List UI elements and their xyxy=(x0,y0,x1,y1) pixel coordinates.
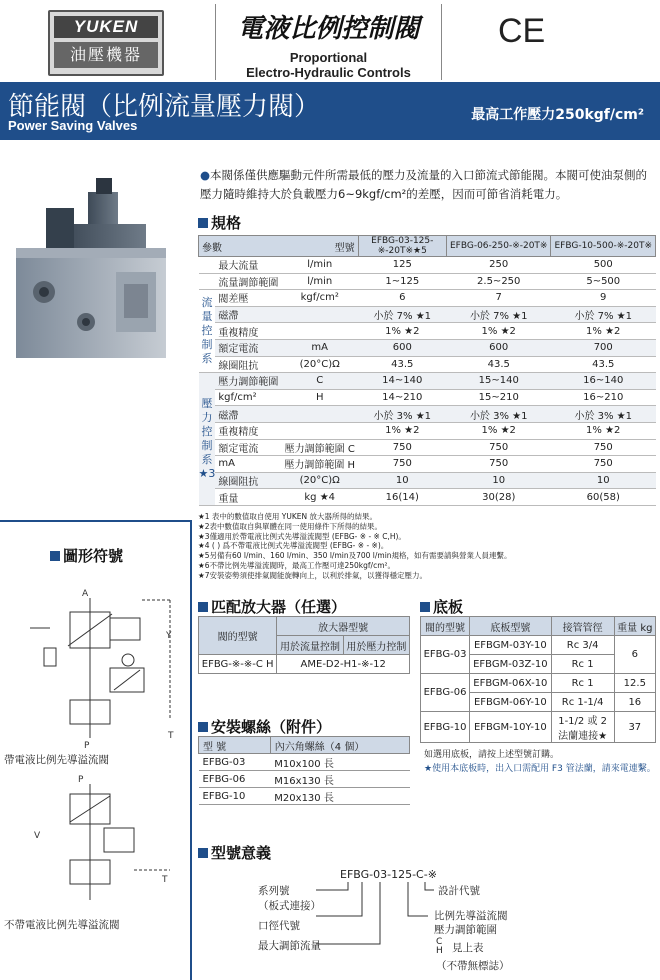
spec-row xyxy=(199,472,656,489)
model-label: 型號 xyxy=(334,242,355,254)
group-flow-label: 流量控制系 xyxy=(199,290,216,373)
spec-row xyxy=(199,373,656,390)
model-03: EFBG-03-125-※-20T※★5 xyxy=(358,236,446,257)
bp-port: 1-1/2 或 2 法蘭連接★ xyxy=(551,712,614,743)
decode-relief: 比例先導溢流閥 xyxy=(434,910,508,922)
baseplate-title-text: 底板 xyxy=(433,598,464,616)
row-label: 線圈阻抗 xyxy=(215,356,281,373)
catalog-title xyxy=(215,4,442,80)
amp-section-title xyxy=(198,596,346,617)
spec-row xyxy=(199,489,656,506)
note-line: ★2表中數值取自與單體在同一使用條件下所得的結果。 xyxy=(198,521,382,531)
model-code: EFBG-03-125-C-※ xyxy=(340,868,437,881)
cell: 500 xyxy=(551,257,656,274)
group-mark: ★3 xyxy=(198,467,216,481)
group-pressure-label xyxy=(199,373,216,506)
bolt-size: M10x100 長 xyxy=(270,754,409,771)
cell: 小於 7% ★1 xyxy=(446,306,551,323)
cell: 1% ★2 xyxy=(446,422,551,439)
amp-title-text: 匹配放大器（任選） xyxy=(211,598,347,616)
cell: 600 xyxy=(446,339,551,356)
cell: 小於 3% ★1 xyxy=(551,406,656,423)
note-line: ★3僅適用於帶電液比例式先導溢流閥型 (EFBG- ※ - ※ C,H)。 xyxy=(198,531,406,541)
decode-title-text: 型號意義 xyxy=(211,844,272,862)
amp-model: AME-D2-H1-※-12 xyxy=(277,655,410,674)
bolt-head-bolt: 內六角螺絲（4 個） xyxy=(270,737,409,754)
bp-base: EFBGM-06Y-10 xyxy=(470,693,552,712)
row-unit: 壓力調節範圍 H xyxy=(281,456,358,473)
baseplate-row xyxy=(421,636,656,655)
note-line: ★4 ( ) 爲不帶電液比例式先導溢流閥型 (EFBG- ※ - ※)。 xyxy=(198,541,389,551)
row-unit: l/min xyxy=(281,257,358,274)
cell: 43.5 xyxy=(446,356,551,373)
cell: 700 xyxy=(551,339,656,356)
param-label: 參數 xyxy=(202,242,222,254)
row-label: 重量 xyxy=(215,489,281,506)
baseplate-row xyxy=(421,712,656,743)
bolt-row xyxy=(199,754,410,771)
row-label: kgf/cm² xyxy=(215,389,281,406)
logo-brand: YUKEN xyxy=(54,16,158,38)
group-pressure-text: 壓力控制系 xyxy=(201,397,213,467)
cell: 2.5~250 xyxy=(446,273,551,290)
row-unit: kgf/cm² xyxy=(281,290,358,307)
decode-bore: 口徑代號 xyxy=(258,920,300,932)
decode-ch: C H xyxy=(436,937,443,956)
row-unit: 壓力調節範圍 C xyxy=(281,439,358,456)
spec-row xyxy=(199,422,656,439)
cell: 小於 3% ★1 xyxy=(446,406,551,423)
bolt-title-text: 安裝螺絲（附件） xyxy=(211,718,332,736)
bp-weight: 16 xyxy=(614,693,655,712)
amp-head-valve: 閥的型號 xyxy=(199,617,277,655)
bolt-model: EFBG-10 xyxy=(199,788,271,805)
row-label: 壓力調節範圍 xyxy=(215,373,281,390)
row-unit: (20°C)Ω xyxy=(281,356,358,373)
cell: 10 xyxy=(446,472,551,489)
spec-row xyxy=(199,323,656,340)
cell: 1~125 xyxy=(358,273,446,290)
valve-photo xyxy=(6,172,186,362)
amp-head-amp: 放大器型號 xyxy=(277,617,410,636)
port-label-p: P xyxy=(78,775,84,785)
model-06: EFBG-06-250-※-20T※ xyxy=(446,236,551,257)
logo-chinese: 油壓機器 xyxy=(54,42,158,68)
title-chinese: 電液比例控制閥 xyxy=(237,14,420,44)
decode-relief2: 壓力調節範圍 xyxy=(434,924,497,936)
bp-head-valve: 閥的型號 xyxy=(421,617,470,636)
cell: 750 xyxy=(446,456,551,473)
bolt-model: EFBG-06 xyxy=(199,771,271,788)
banner-title-zh: 節能閥（比例流量壓力閥） xyxy=(8,92,321,122)
spec-title-text: 規格 xyxy=(211,214,242,232)
intro-text: 本閥係僅供應驅動元件所需最低的壓力及流量的入口節流式節能閥。本閥可使油泵側的壓力隨時維持大於負載壓力6~9kgf/cm²的差壓，因而可節省消耗電力。 xyxy=(200,168,648,201)
note-line: ★6不帶比例先導溢流閥時，最高工作壓可達250kgf/cm²。 xyxy=(198,560,396,570)
amp-header-row xyxy=(199,617,410,636)
cell: 16(14) xyxy=(358,489,446,506)
symbol-caption-without-relief: 不帶電液比例先導溢流閥 xyxy=(4,919,120,931)
bolt-size: M16x130 長 xyxy=(270,771,409,788)
bolt-model: EFBG-03 xyxy=(199,754,271,771)
cell: 16~210 xyxy=(551,389,656,406)
bolt-row xyxy=(199,771,410,788)
baseplate-section-title xyxy=(420,596,463,617)
bp-head-weight: 重量 kg xyxy=(614,617,655,636)
cell: 1% ★2 xyxy=(551,323,656,340)
cell: 1% ★2 xyxy=(358,323,446,340)
row-unit xyxy=(281,306,358,323)
row-label: mA xyxy=(215,456,281,473)
row-unit xyxy=(281,422,358,439)
bp-note: 如選用底板，請按上述型號訂購。 xyxy=(424,750,560,760)
intro-paragraph xyxy=(200,166,655,204)
banner-title-en: Power Saving Valves xyxy=(8,118,138,133)
decode-section-title xyxy=(198,842,271,863)
bp-port: Rc 1 xyxy=(551,655,614,674)
symbol-caption-with-relief: 帶電液比例先導溢流閥 xyxy=(4,754,109,766)
bp-note: ★使用本底板時，出入口需配用 F3 管法蘭，請來電連繫。 xyxy=(424,764,656,774)
spec-row xyxy=(199,257,656,274)
bp-weight: 12.5 xyxy=(614,674,655,693)
bp-weight: 37 xyxy=(614,712,655,743)
bp-base: EFBGM-03Z-10 xyxy=(470,655,552,674)
cell: 43.5 xyxy=(551,356,656,373)
row-unit: C xyxy=(281,373,358,390)
cell: 1% ★2 xyxy=(358,422,446,439)
amp-head-flow: 用於流量控制 xyxy=(277,636,343,655)
row-label: 線圈阻抗 xyxy=(215,472,281,489)
spec-notes xyxy=(198,512,653,581)
cell: 小於 7% ★1 xyxy=(358,306,446,323)
cell: 750 xyxy=(551,456,656,473)
hydraulic-symbol-with-relief xyxy=(30,588,180,748)
title-english-line2: Electro-Hydraulic Controls xyxy=(246,65,411,80)
spec-row xyxy=(199,456,656,473)
amplifier-table xyxy=(198,616,410,674)
row-label: 最大流量 xyxy=(215,257,281,274)
cell: 750 xyxy=(358,439,446,456)
amp-valve-model: EFBG-※-※-C H xyxy=(199,655,277,674)
decode-series-sub: （板式連接） xyxy=(258,900,321,912)
cell: 250 xyxy=(446,257,551,274)
port-label-v: V xyxy=(34,831,41,841)
bp-valve: EFBG-03 xyxy=(421,636,470,674)
baseplate-notes xyxy=(424,748,656,776)
cell: 15~140 xyxy=(446,373,551,390)
cell: 小於 7% ★1 xyxy=(551,306,656,323)
spec-table xyxy=(198,235,656,506)
baseplate-table xyxy=(420,616,656,743)
cell: 10 xyxy=(551,472,656,489)
cell: 14~210 xyxy=(358,389,446,406)
spec-row xyxy=(199,356,656,373)
title-english-line1: Proportional xyxy=(289,50,368,65)
cell: 43.5 xyxy=(358,356,446,373)
bp-base: EFBGM-06X-10 xyxy=(470,674,552,693)
cell: 15~210 xyxy=(446,389,551,406)
bp-base: EFBGM-03Y-10 xyxy=(470,636,552,655)
symbol-title-text: 圖形符號 xyxy=(63,547,124,565)
cell: 600 xyxy=(358,339,446,356)
note-line: ★7安裝姿勢須使排氣閥能旋轉向上，以利於排氣，以獲得穩定壓力。 xyxy=(198,570,427,580)
bp-base: EFBGM-10Y-10 xyxy=(470,712,552,743)
cell: 16~140 xyxy=(551,373,656,390)
row-unit: (20°C)Ω xyxy=(281,472,358,489)
section-banner xyxy=(0,82,660,140)
spec-row xyxy=(199,290,656,307)
port-label-t: T xyxy=(168,731,174,741)
cell: 1% ★2 xyxy=(551,422,656,439)
port-label-a: A xyxy=(82,589,89,599)
spec-header-row xyxy=(199,236,656,257)
row-unit: mA xyxy=(281,339,358,356)
bolt-header-row xyxy=(199,737,410,754)
cell: 30(28) xyxy=(446,489,551,506)
bolt-table xyxy=(198,736,410,805)
bp-valve: EFBG-06 xyxy=(421,674,470,712)
bp-weight: 6 xyxy=(614,636,655,674)
baseplate-row xyxy=(421,674,656,693)
spec-row xyxy=(199,339,656,356)
spec-row xyxy=(199,439,656,456)
cell: 5~500 xyxy=(551,273,656,290)
port-label-t: T xyxy=(162,875,168,885)
row-unit xyxy=(281,406,358,423)
bolt-head-model: 型 號 xyxy=(199,737,271,754)
spec-row xyxy=(199,406,656,423)
spec-row xyxy=(199,306,656,323)
symbol-section-title xyxy=(50,545,123,566)
row-unit: kg ★4 xyxy=(281,489,358,506)
cell: 750 xyxy=(551,439,656,456)
row-label: 重複精度 xyxy=(215,323,281,340)
row-label: 閥差壓 xyxy=(215,290,281,307)
port-label-p: P xyxy=(84,741,90,748)
bp-port: Rc 1 xyxy=(551,674,614,693)
decode-design: 設計代號 xyxy=(438,885,480,897)
section-square-icon xyxy=(50,551,60,561)
bolt-section-title xyxy=(198,716,331,737)
cell: 14~140 xyxy=(358,373,446,390)
bp-port: Rc 1-1/4 xyxy=(551,693,614,712)
bp-port: Rc 3/4 xyxy=(551,636,614,655)
section-square-icon xyxy=(198,722,208,732)
yuken-logo xyxy=(48,10,164,76)
row-unit xyxy=(281,323,358,340)
spec-row xyxy=(199,389,656,406)
amp-data-row xyxy=(199,655,410,674)
spec-section-title xyxy=(198,212,241,233)
cell: 750 xyxy=(358,456,446,473)
row-label: 重複精度 xyxy=(215,422,281,439)
port-label-y: Y xyxy=(166,631,172,641)
decode-none: （不帶無標誌） xyxy=(436,960,510,972)
amp-head-press: 用於壓力控制 xyxy=(343,636,409,655)
bp-head-base: 底板型號 xyxy=(470,617,552,636)
spec-row xyxy=(199,273,656,290)
decode-see-table: 見上表 xyxy=(452,942,484,954)
decode-maxflow: 最大調節流量 xyxy=(258,940,321,952)
row-label: 額定電流 xyxy=(215,339,281,356)
row-label: 流量調節範圍 xyxy=(215,273,281,290)
cell: 60(58) xyxy=(551,489,656,506)
note-line: ★1 表中的數值取自使用 YUKEN 放大器所得的結果。 xyxy=(198,512,377,521)
cell: 125 xyxy=(358,257,446,274)
row-unit: H xyxy=(281,389,358,406)
decode-series: 系列號 xyxy=(258,885,290,897)
cell: 6 xyxy=(358,290,446,307)
spec-header-param xyxy=(199,236,359,257)
section-square-icon xyxy=(198,218,208,228)
cell: 1% ★2 xyxy=(446,323,551,340)
max-pressure: 最高工作壓力250kgf/cm² xyxy=(471,107,644,123)
row-label: 磁滯 xyxy=(215,406,281,423)
row-label: 磁滯 xyxy=(215,306,281,323)
model-10: EFBG-10-500-※-20T※ xyxy=(551,236,656,257)
row-unit: l/min xyxy=(281,273,358,290)
note-line: ★5另備有60 l/min、160 l/min、350 l/min及700 l/min規格，如有需要請與營業人員連繫。 xyxy=(198,551,512,561)
section-square-icon xyxy=(198,602,208,612)
decode-leader-lines xyxy=(300,878,440,958)
ce-mark: CE xyxy=(498,12,546,50)
bolt-size: M20x130 長 xyxy=(270,788,409,805)
bullet-icon: ● xyxy=(200,168,211,182)
cell: 750 xyxy=(446,439,551,456)
bp-head-port: 接管管徑 xyxy=(551,617,614,636)
hydraulic-symbol-without-relief xyxy=(30,770,180,905)
cell: 9 xyxy=(551,290,656,307)
cell: 10 xyxy=(358,472,446,489)
bolt-row xyxy=(199,788,410,805)
baseplate-header-row xyxy=(421,617,656,636)
row-label: 額定電流 xyxy=(215,439,281,456)
bp-valve: EFBG-10 xyxy=(421,712,470,743)
section-square-icon xyxy=(198,848,208,858)
cell: 7 xyxy=(446,290,551,307)
cell: 小於 3% ★1 xyxy=(358,406,446,423)
section-square-icon xyxy=(420,602,430,612)
